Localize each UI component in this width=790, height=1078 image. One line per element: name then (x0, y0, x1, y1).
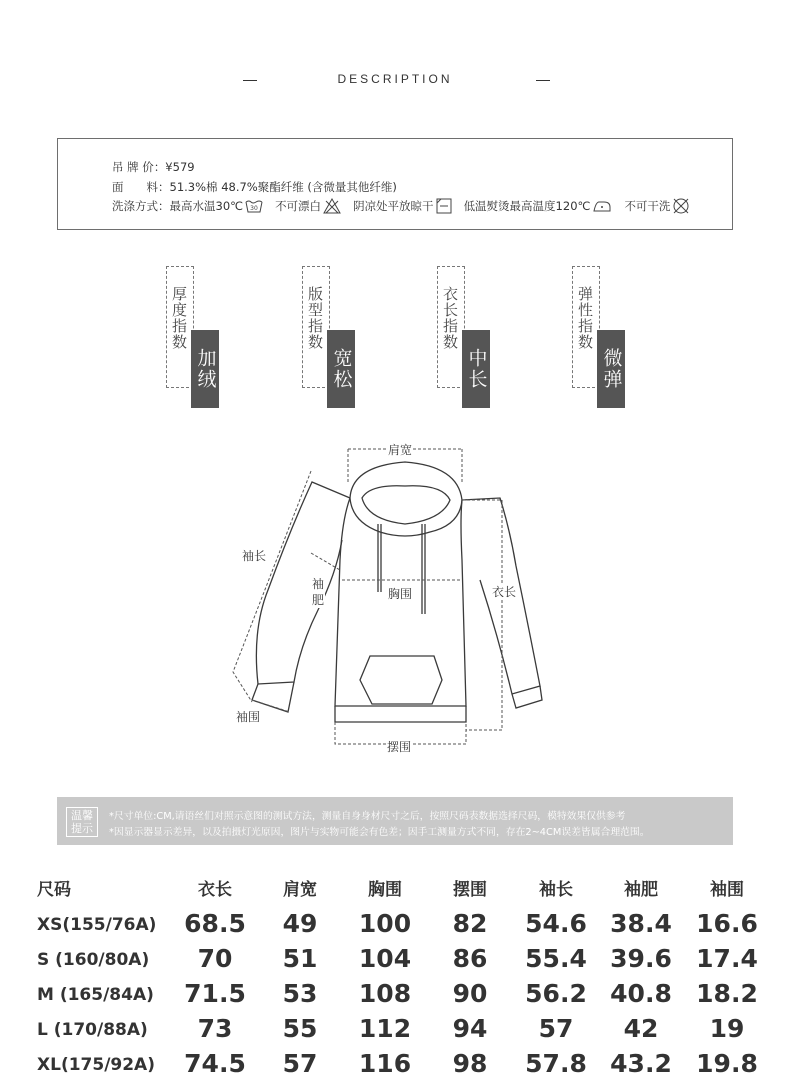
index-length (437, 266, 497, 408)
value-cell: 55 (282, 1014, 318, 1043)
price-label: 吊 牌 价 (112, 160, 154, 174)
length-label: 衣长 (492, 585, 517, 599)
index-fit (302, 266, 362, 408)
wash-30-icon (245, 199, 263, 213)
value-cell: 39.6 (610, 944, 672, 973)
column-header-length: 衣长 (198, 880, 232, 900)
size-cell: XL(175/92A) (37, 1055, 155, 1075)
tips-banner (57, 797, 733, 845)
index-label: 厚度指数 (170, 286, 188, 350)
value-cell: 100 (358, 909, 412, 938)
shoulder-label: 肩宽 (388, 443, 413, 457)
sleeve-length-label: 袖长 (242, 549, 267, 563)
column-header-sleeve-width: 袖肥 (624, 880, 658, 900)
column-header-sleeve-length: 袖长 (539, 880, 573, 900)
value-cell: 19 (709, 1014, 745, 1043)
index-label: 弹性指数 (576, 286, 594, 350)
column-header-cuff: 袖围 (710, 880, 744, 900)
value-cell: 94 (452, 1014, 488, 1043)
care-item-dry (353, 198, 452, 214)
index-value: 微弹 (597, 330, 625, 408)
column-header-hem: 摆围 (453, 880, 487, 900)
measurement-guides (233, 449, 502, 744)
value-cell: 57 (538, 1014, 574, 1043)
care-item-label: ：最高水温30℃ (158, 199, 244, 213)
value-cell: 73 (197, 1014, 233, 1043)
column-header-chest: 胸围 (368, 880, 402, 900)
care-label: 洗涤方式 (112, 199, 158, 213)
care-row (112, 197, 702, 215)
value-cell: 57 (282, 1049, 318, 1078)
value-cell: 86 (452, 944, 488, 973)
value-cell: 51 (282, 944, 318, 973)
column-header-size: 尺码 (37, 880, 71, 900)
care-item-label: 低温熨烫最高温度120℃ (463, 199, 591, 213)
care-item-label: 不可漂白 (275, 199, 322, 213)
no-bleach-icon (323, 198, 341, 214)
title-dash-right (536, 80, 550, 81)
value-cell: 54.6 (525, 909, 587, 938)
value-cell: 71.5 (184, 979, 246, 1008)
value-cell: 104 (358, 944, 412, 973)
size-cell: XS(155/76A) (37, 915, 157, 935)
value-cell: 116 (358, 1049, 412, 1078)
index-thickness (166, 266, 226, 408)
value-cell: 43.2 (610, 1049, 672, 1078)
care-item-bleach (275, 198, 341, 214)
tips-line: *尺寸单位:CM,请语丝们对照示意图的测试方法，测量自身身材尺寸之后，按照尺码表数据选择尺码，模特效果仅供参考 (109, 811, 626, 822)
value-cell: 40.8 (610, 979, 672, 1008)
care-item-dryclean (624, 197, 690, 215)
value-cell: 16.6 (696, 909, 758, 938)
value-cell: 98 (452, 1049, 488, 1078)
tips-line: *因显示器显示差异，以及拍摄灯光原因，图片与实物可能会有色差；因手工测量方式不同，存在2~4CM误差皆属合理范围。 (109, 827, 650, 838)
value-cell: 18.2 (696, 979, 758, 1008)
dry-flat-shade-icon (436, 198, 452, 214)
value-cell: 42 (623, 1014, 659, 1043)
value-cell: 49 (282, 909, 318, 938)
hem-label: 摆围 (387, 740, 412, 754)
care-item-label: 不可干洗 (624, 199, 671, 213)
chest-label: 胸围 (388, 587, 413, 601)
sleeve-width-label: 袖肥 (311, 577, 324, 607)
index-value: 加绒 (191, 330, 219, 408)
value-cell: 38.4 (610, 909, 672, 938)
care-item-label: 阴凉处平放晾干 (353, 199, 434, 213)
size-cell: M (165/84A) (37, 985, 154, 1005)
care-item-wash (158, 198, 263, 214)
product-info-box (57, 138, 733, 230)
value-cell: 55.4 (525, 944, 587, 973)
index-label: 衣长指数 (441, 286, 459, 350)
cuff-label: 袖围 (236, 710, 261, 724)
value-cell: 82 (452, 909, 488, 938)
price-row (112, 159, 195, 175)
material-label: 面 料 (112, 180, 158, 194)
index-elasticity (572, 266, 632, 408)
size-cell: L (170/88A) (37, 1020, 148, 1040)
material-value: ：51.3%棉 48.7%聚酯纤维 (含微量其他纤维) (158, 180, 397, 194)
price-value: ：¥579 (153, 160, 195, 174)
index-value: 中长 (462, 330, 490, 408)
tips-badge: 温馨提示 (66, 807, 98, 837)
column-header-shoulder: 肩宽 (283, 880, 317, 900)
value-cell: 68.5 (184, 909, 246, 938)
value-cell: 57.8 (525, 1049, 587, 1078)
size-cell: S (160/80A) (37, 950, 150, 970)
svg-text:30: 30 (250, 205, 258, 212)
value-cell: 19.8 (696, 1049, 758, 1078)
value-cell: 17.4 (696, 944, 758, 973)
section-title: DESCRIPTION (337, 72, 453, 86)
material-row (112, 179, 397, 195)
value-cell: 56.2 (525, 979, 587, 1008)
care-item-iron (464, 198, 613, 214)
value-cell: 90 (452, 979, 488, 1008)
value-cell: 53 (282, 979, 318, 1008)
index-label: 版型指数 (306, 286, 324, 350)
iron-low-icon (592, 199, 612, 213)
value-cell: 70 (197, 944, 233, 973)
value-cell: 112 (358, 1014, 412, 1043)
index-value: 宽松 (327, 330, 355, 408)
value-cell: 74.5 (184, 1049, 246, 1078)
no-dry-clean-icon (672, 197, 690, 215)
value-cell: 108 (358, 979, 412, 1008)
